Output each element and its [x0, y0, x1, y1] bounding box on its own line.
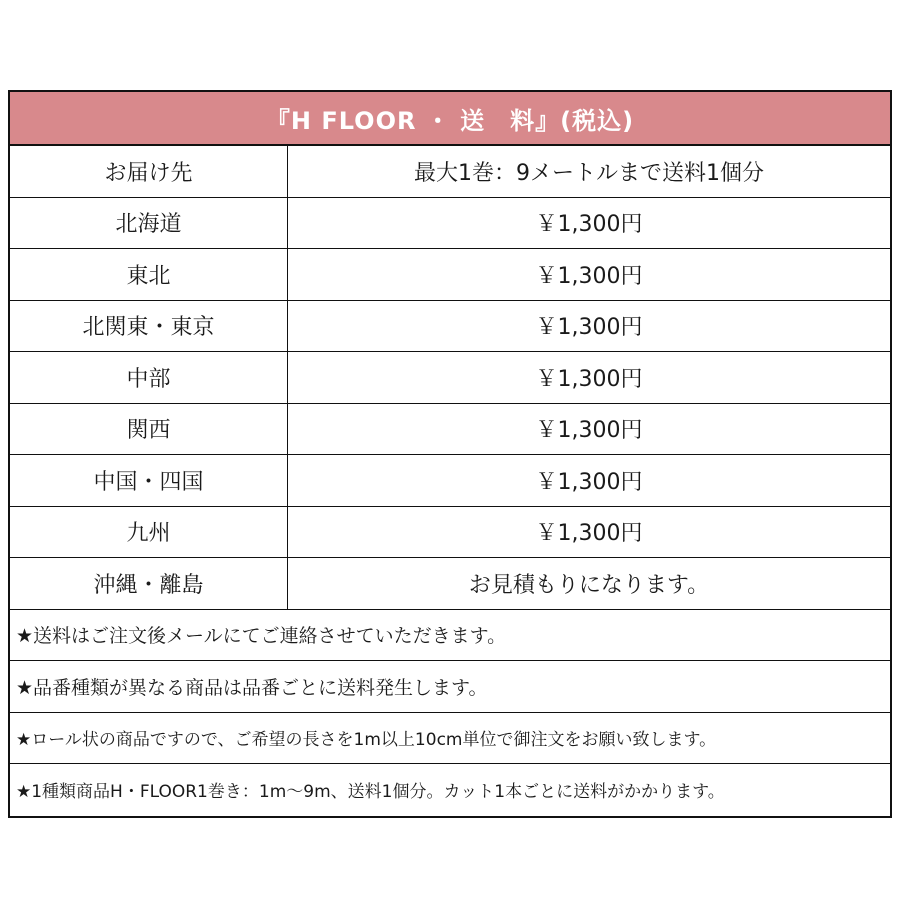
fee-cell: ￥1,300円 — [535, 521, 643, 547]
table-row — [10, 455, 890, 507]
fee-cell: ￥1,300円 — [535, 315, 643, 341]
region-cell: 東北 — [10, 249, 288, 300]
region-cell: 北海道 — [10, 198, 288, 249]
fee-cell: ￥1,300円 — [535, 418, 643, 444]
fee-cell: ￥1,300円 — [535, 212, 643, 238]
table-row — [10, 352, 890, 404]
region-cell: 沖縄・離島 — [10, 558, 288, 609]
region-cell: 九州 — [10, 507, 288, 558]
fee-cell: ￥1,300円 — [535, 263, 643, 289]
fee-cell: ￥1,300円 — [535, 469, 643, 495]
destination-header: お届け先 — [10, 146, 288, 197]
region-cell: 北関東・東京 — [10, 301, 288, 352]
table-row — [10, 404, 890, 456]
note-row: ★品番種類が異なる商品は品番ごとに送料発生します。 — [10, 661, 890, 713]
table-row — [10, 558, 890, 610]
region-cell: 関西 — [10, 404, 288, 455]
fee-cell: お見積もりになります。 — [468, 572, 710, 598]
region-cell: 中国・四国 — [10, 455, 288, 506]
shipping-fee-table — [8, 90, 892, 818]
note-row: ★送料はご注文後メールにてご連絡させていただきます。 — [10, 610, 890, 662]
fee-header: 最大1巻：9メートルまで送料1個分 — [414, 160, 764, 186]
note-row: ★1種類商品H・FLOOR1巻き：1m～9m、送料1個分。カット1本ごとに送料がかかります。 — [16, 782, 725, 803]
table-row — [10, 507, 890, 559]
table-row — [10, 301, 890, 353]
region-cell: 中部 — [10, 352, 288, 403]
table-row — [10, 249, 890, 301]
table-title: 『H FLOOR ・ 送 料』(税込) — [10, 92, 890, 146]
table-row — [10, 198, 890, 250]
note-row: ★ロール状の商品ですので、ご希望の長さを1m以上10cm単位で御注文をお願い致します。 — [10, 713, 890, 765]
column-header-row — [10, 146, 890, 198]
fee-cell: ￥1,300円 — [535, 366, 643, 392]
